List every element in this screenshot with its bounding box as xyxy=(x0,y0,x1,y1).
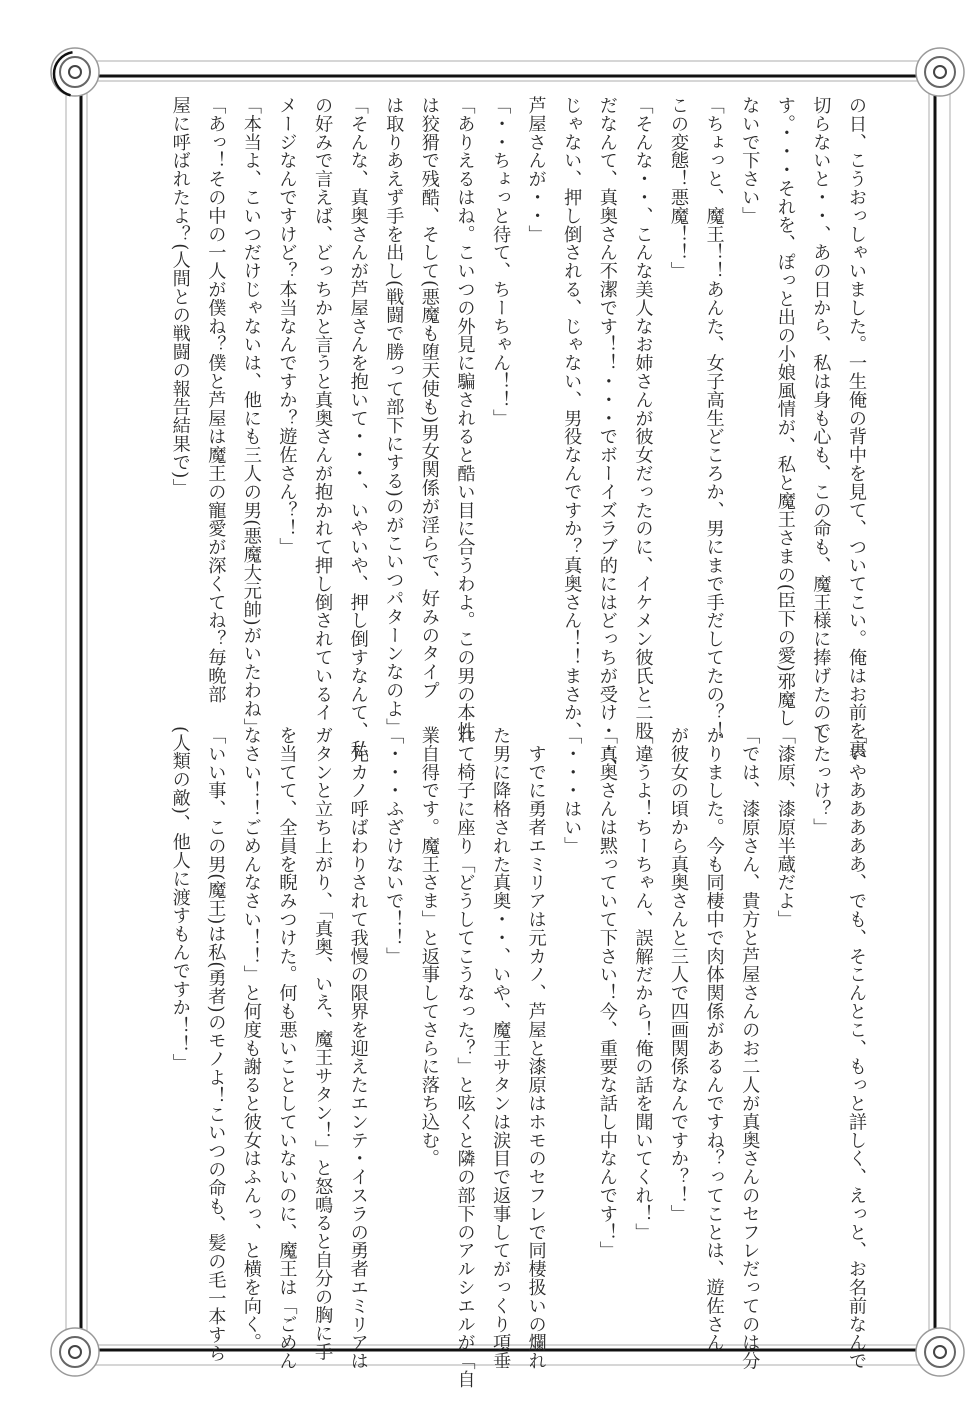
text-column: 「ちょっと、魔王！！あんた、女子高生どころか、男にまで手だしてたの？！ xyxy=(703,96,725,740)
text-column: 「ありえるはね。こいつの外見に騙されると酷い目に合うわよ。この男の本性 xyxy=(454,96,476,740)
text-column: す。・・・それを、ぽっと出の小娘風情が、私と魔王さまの(臣下の愛)邪魔し xyxy=(774,96,796,728)
text-column: は狡猾で残酷、そして(悪魔も堕天使も)男女関係が淫らで、好みのタイプ xyxy=(418,96,440,700)
text-column: が彼女の頃から真奥さんと三人で四画関係なんですか？！」 xyxy=(668,726,690,1223)
text-column: 「そんな・・、こんな美人なお姉さんが彼女だったのに、イケメン彼氏と二股 xyxy=(632,96,654,740)
text-column: 「あっ！その中の一人が僕ね？僕と芦屋は魔王の寵愛が深くてね？毎晩部 xyxy=(205,96,227,704)
text-column: 「・・・ふざけないで！！」 xyxy=(383,726,405,966)
text-column: 業自得です。魔王さま」と返事してさらに落ち込む。 xyxy=(418,726,440,1168)
text-column: の日、こうおっしゃいました。一生俺の背中を見て、ついてこい。俺はお前を裏 xyxy=(846,96,867,759)
text-column: 「違うよ！ちーちゃん、誤解だから！俺の話を聞いてくれ！」 xyxy=(632,726,654,1242)
text-column: 「そんな、真奥さんが芦屋さんを抱いて・・・、いやいや、押し倒すなんて、私 xyxy=(347,96,369,759)
text-column: かりました。今も同棲中で肉体関係があるんですね？ってことは、遊佐さん xyxy=(703,726,725,1352)
text-column: この変態！悪魔！！」 xyxy=(668,96,690,280)
text-column: (人類の敵)、他人に渡すもんですか！！」 xyxy=(169,726,191,1072)
text-column: 切らないと・・、あの日から、私は身も心も、この命も、魔王様に捧げたので xyxy=(810,96,832,740)
text-column: だなんて、真奥さん不潔です！！・・・でボーイズラブ的にはどっちが受け・・、 xyxy=(596,96,618,777)
text-column: 元カノ呼ばわりされて我慢の限界を迎えたエンテ・イスラの勇者エミリアは xyxy=(347,726,369,1370)
text-column: すでに勇者エミリアは元カノ、芦屋と漆原はホモのセフレで同棲扱いの爛れ xyxy=(525,726,547,1370)
text-column: ガタンと立ち上がり、「真奥、いえ、魔王サタン！」と怒鳴ると自分の胸に手 xyxy=(312,726,334,1361)
corner-ring-icon xyxy=(51,48,99,96)
text-column: の好みで言えば、どっちかと言うと真奥さんが抱かれて押し倒されているイ xyxy=(312,96,334,722)
text-column: れて椅子に座り「どうしてこうなった？」と呟くと隣の部下のアルシエルが「自 xyxy=(454,726,476,1389)
lower-text-block xyxy=(162,726,874,1389)
text-column: ないで下さい」 xyxy=(739,96,761,225)
text-column: を当てて、全員を睨みつけた。何も悪いことしていないのに、魔王は「ごめん xyxy=(276,726,298,1370)
text-column: なさい！！ごめんなさい！！」と何度も謝ると彼女はふんっ、と横を向く。 xyxy=(240,726,262,1352)
upper-text-block xyxy=(162,96,874,777)
text-column: 「・・ちょっと待て、ちーちゃん！！」 xyxy=(490,96,512,428)
text-column: た男に降格された真奥・・、いや、魔王サタンは涙目で返事してがっくり項垂 xyxy=(490,726,512,1370)
text-column: 「いい事、この男(魔王)は私(勇者)のモノよ！こいつの命も、髪の毛一本すら xyxy=(205,726,227,1363)
text-column: 「・・・はい」 xyxy=(561,726,583,855)
text-column: 「いやあああああ、でも、そこんとこ、もっと詳しく、えっと、お名前なんで xyxy=(846,726,867,1370)
text-column: 「では、漆原さん、貴方と芦屋さんのお二人が真奥さんのセフレだってのは分 xyxy=(739,726,761,1370)
text-column: は取りあえず手を出し(戦闘で勝って部下にする)のがこいつパターンなのよ」 xyxy=(383,96,405,737)
text-column: 屋に呼ばれたよ？(人間との戦闘の報告結果で)」 xyxy=(169,96,191,497)
text-column: じゃない、押し倒される、じゃない、男役なんですか？真奥さん！！まさか、 xyxy=(561,96,583,740)
text-column: 「真奥さんは黙っていて下さい！今、重要な話し中なんです！」 xyxy=(596,726,618,1260)
text-column: メージなんですけど？本当なんですか？遊佐さん？！」 xyxy=(276,96,298,556)
text-column: 「漆原、漆原半蔵だよ」 xyxy=(774,726,796,929)
text-column: 芦屋さんが・・」 xyxy=(525,96,547,244)
text-column: したっけ？」 xyxy=(810,726,832,837)
text-column: 「本当よ、こいつだけじゃないは、他にも三人の男(悪魔大元帥)がいたわね」 xyxy=(240,96,262,737)
